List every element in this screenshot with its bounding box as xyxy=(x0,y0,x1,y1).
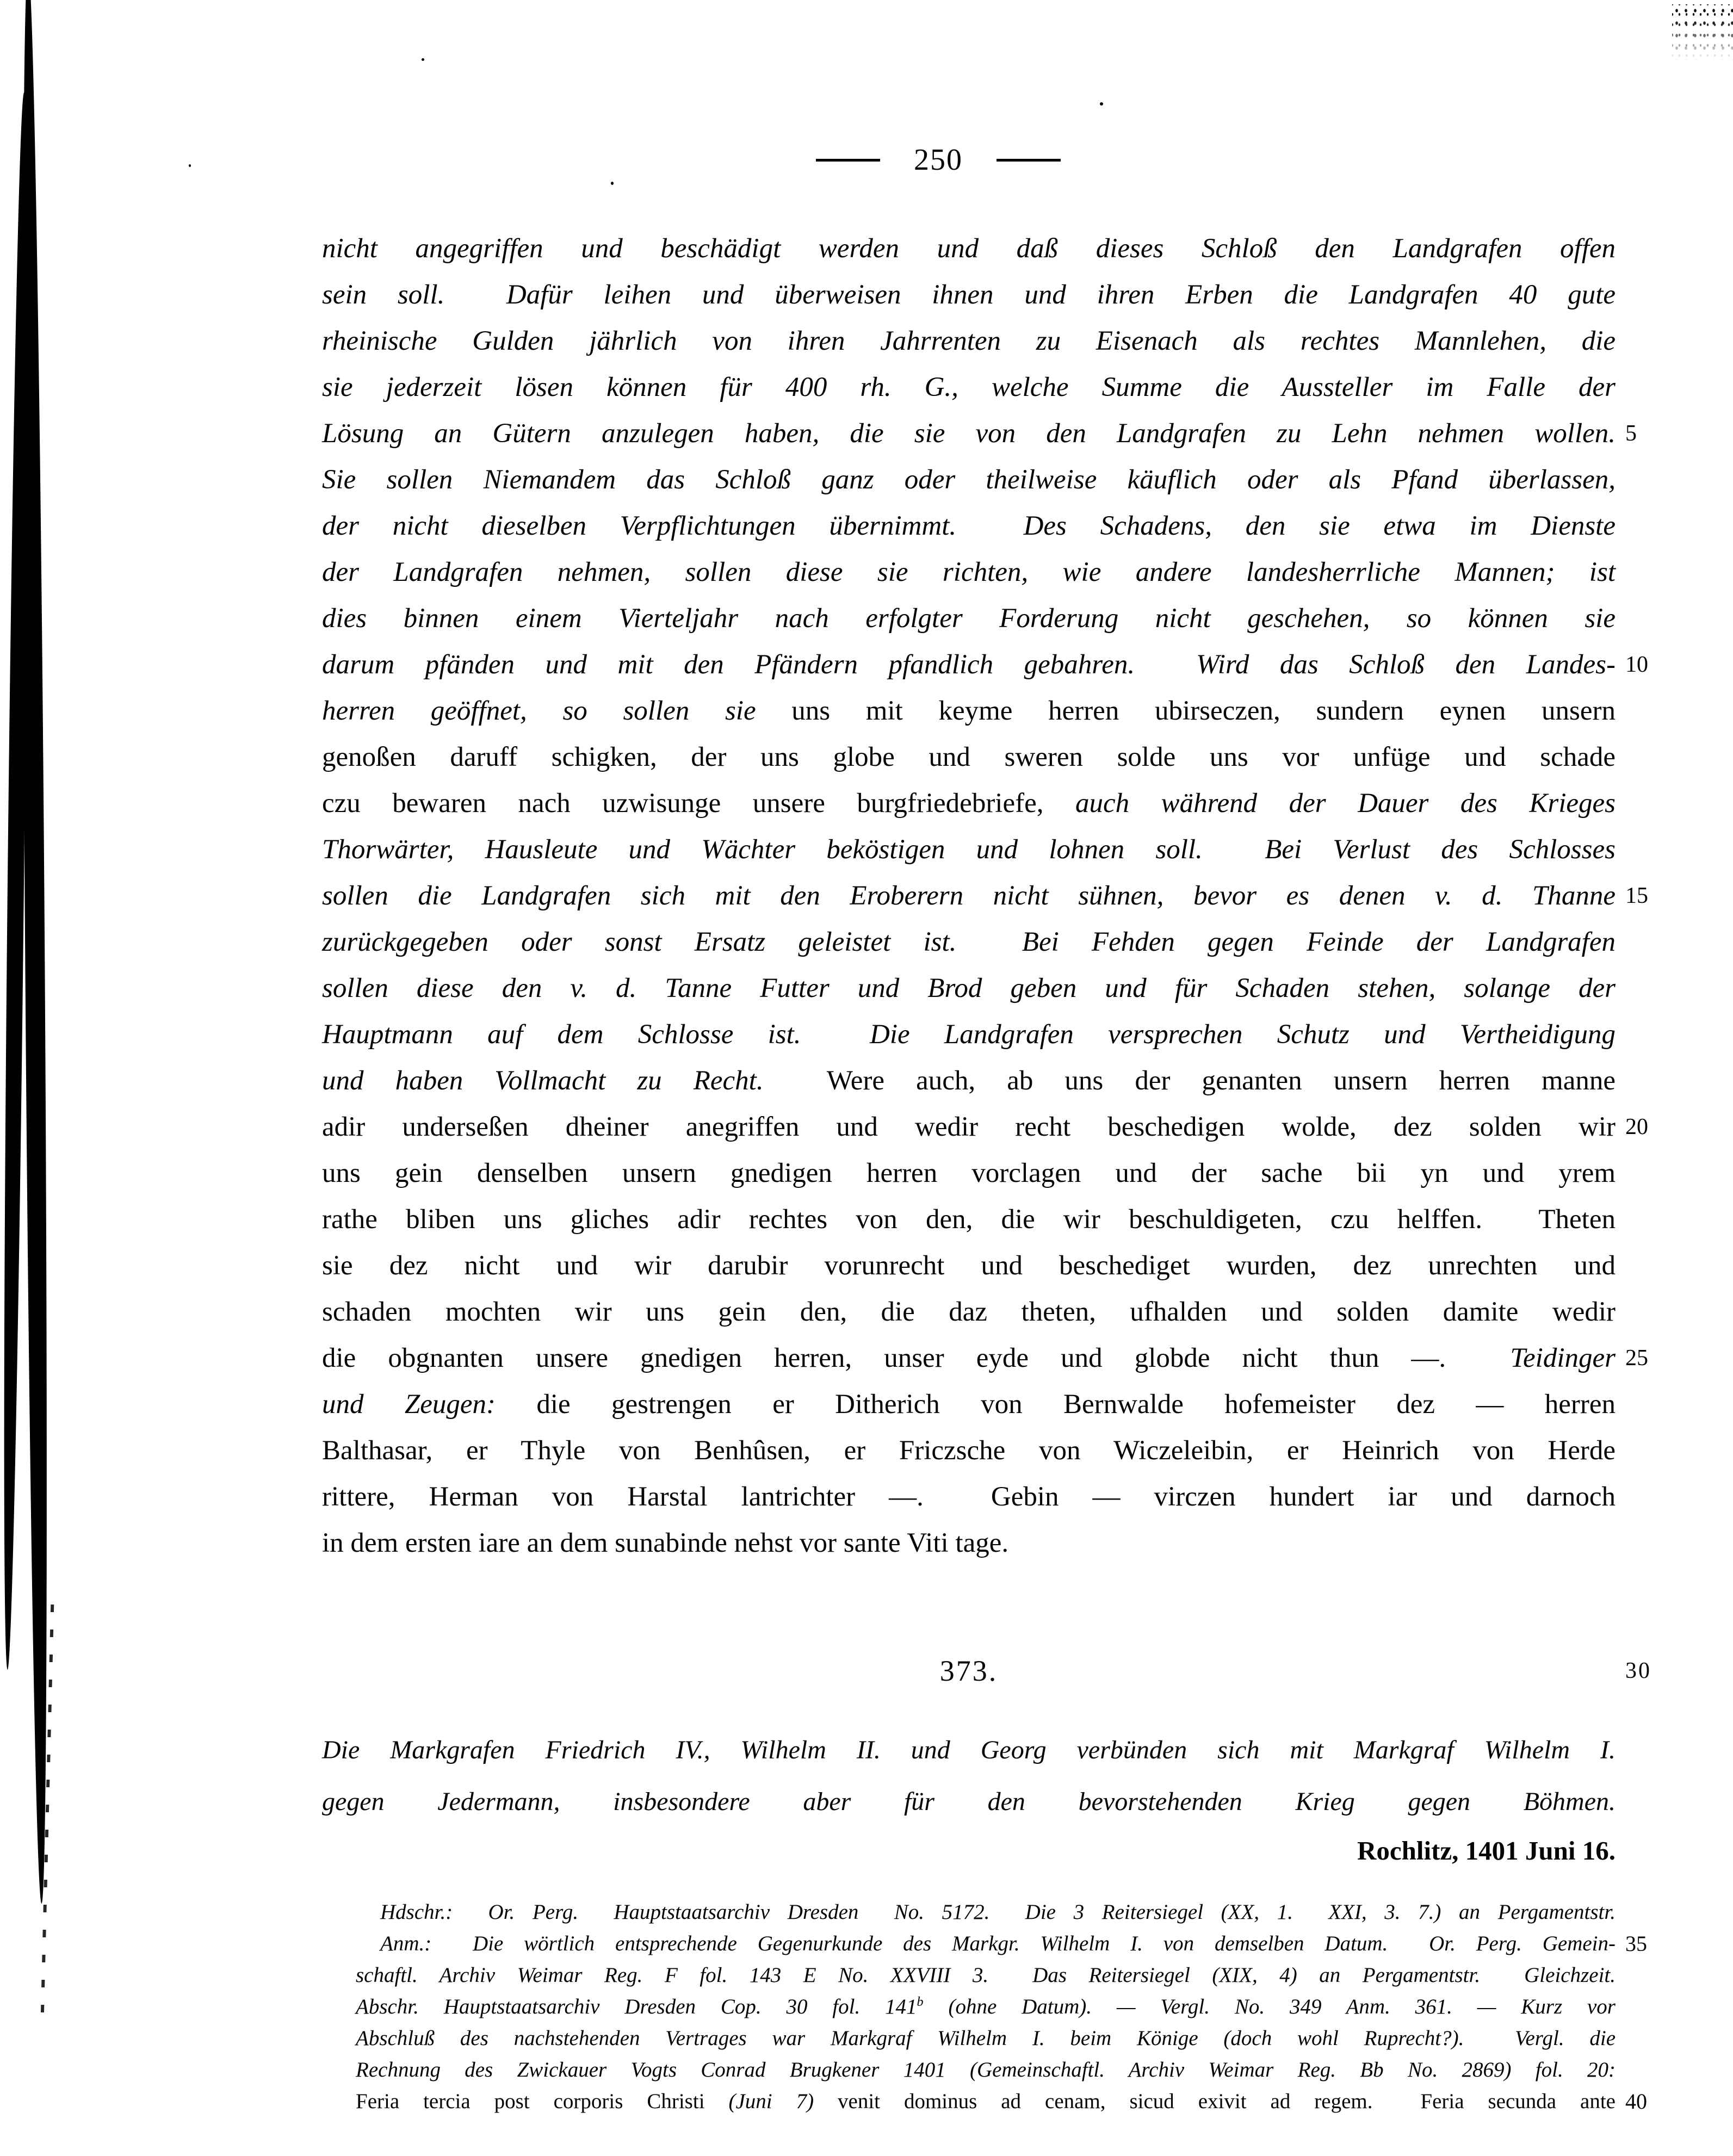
footnote-line xyxy=(322,1897,1616,1928)
entry-heading xyxy=(322,1648,1651,1694)
text-segment: der Landgrafen nehmen, sollen diese sie richten, wie andere landesherrliche Mannen; ist xyxy=(322,557,1616,587)
text-segment: zurückgegeben oder sonst Ersatz geleistet ist. Bei Fehden gegen Feinde der Landgrafen xyxy=(322,927,1616,957)
text-segment: sollen die Landgrafen sich mit den Eroberern nicht sühnen, bevor es denen v. d. Thanne xyxy=(322,881,1616,911)
text-segment: czu bewaren nach uzwisunge unsere burgfriedebriefe, xyxy=(322,788,1075,819)
text-segment: rittere, Herman von Harstal lantrichter —. Gebin — virczen hundert iar und darnoch xyxy=(322,1482,1616,1512)
text-segment: Anm.: Die wörtlich entsprechende Gegenurkunde des Markgr. Wilhelm I. von demselben Datum. Or. Perg. Gemein- xyxy=(380,1932,1616,1955)
body-text-line xyxy=(322,364,1616,411)
text-segment: die obgnanten unsere gnedigen herren, unser eyde und globde nicht thun —. xyxy=(322,1343,1511,1373)
scan-corner-noise xyxy=(1672,4,1733,63)
footnote-line xyxy=(322,1928,1647,1960)
body-text-line xyxy=(322,1012,1616,1058)
margin-line-number: 30 xyxy=(1625,1658,1651,1683)
body-text-line xyxy=(322,1335,1648,1381)
text-segment: (ohne Datum). — Vergl. No. 349 Anm. 361. — Kurz vor xyxy=(923,1995,1616,2018)
text-segment: sein soll. Dafür leihen und überweisen ihnen und ihren Erben die Landgrafen 40 gute xyxy=(322,280,1616,310)
text-segment: auch während der Dauer des Krieges xyxy=(1075,788,1616,819)
footnote-line xyxy=(322,2086,1647,2117)
text-segment: und haben Vollmacht zu Recht. xyxy=(322,1065,827,1096)
body-text-line xyxy=(322,642,1648,688)
entry-number: 373. xyxy=(939,1655,998,1687)
entry-date: Rochlitz, 1401 Juni 16. xyxy=(1357,1836,1616,1866)
body-text-line xyxy=(322,780,1616,827)
page-number: 250 xyxy=(914,143,963,177)
body-text-line xyxy=(322,827,1616,873)
text-segment: venit dominus ad cenam, sicud exivit ad regem. Feria secunda ante xyxy=(814,2090,1616,2113)
body-text-line xyxy=(322,1289,1616,1335)
text-segment: Thorwärter, Hausleute und Wächter beköstigen und lohnen soll. Bei Verlust des Schlosses xyxy=(322,834,1616,865)
body-text xyxy=(322,226,1648,1566)
text-column xyxy=(322,0,1651,2156)
text-segment: der nicht dieselben Verpflichtungen übernimmt. Des Schadens, den sie etwa im Dienste xyxy=(322,511,1616,541)
text-segment: gegen Jedermann, insbesondere aber für den bevorstehenden Krieg gegen Böhmen. xyxy=(322,1787,1616,1816)
footnote-line xyxy=(322,2023,1616,2054)
text-segment: nicht angegriffen und beschädigt werden und daß dieses Schloß den Landgrafen offen xyxy=(322,233,1616,264)
body-text-line xyxy=(322,873,1648,919)
body-text-line xyxy=(322,1243,1616,1289)
body-text-line xyxy=(322,318,1616,364)
text-segment: sie jederzeit lösen können für 400 rh. G., welche Summe die Aussteller im Falle der xyxy=(322,372,1616,402)
body-text-line xyxy=(322,1474,1616,1520)
body-text-line xyxy=(322,1150,1616,1197)
body-text-line xyxy=(322,549,1616,596)
summary-line xyxy=(322,1724,1616,1776)
text-segment: Hauptmann auf dem Schlosse ist. Die Landgrafen versprechen Schutz und Vertheidigung xyxy=(322,1019,1616,1050)
footnotes xyxy=(322,1897,1647,2117)
text-segment: Abschluß des nachstehenden Vertrages war Markgraf Wilhelm I. beim Könige (doch wohl Ruprecht?). Vergl. die xyxy=(356,2027,1616,2050)
body-text-line xyxy=(322,226,1616,272)
footnote-line xyxy=(322,2054,1616,2086)
text-segment: Teidinger xyxy=(1510,1343,1616,1373)
text-segment: uns gein denselben unsern gnedigen herren vorclagen und der sache bii yn und yrem xyxy=(322,1158,1616,1188)
text-segment: adir underseßen dheiner anegriffen und wedir recht beschedigen wolde, dez solden wir xyxy=(322,1112,1616,1142)
text-segment: dies binnen einem Vierteljahr nach erfolgter Forderung nicht geschehen, so können sie xyxy=(322,603,1616,634)
ink-speck xyxy=(189,164,191,167)
text-segment: rathe bliben uns gliches adir rechtes von den, die wir beschuldigeten, czu helffen. Theten xyxy=(322,1204,1616,1235)
text-segment: Die Markgrafen Friedrich IV., Wilhelm II. und Georg verbünden sich mit Markgraf Wilhelm I. xyxy=(322,1736,1616,1764)
text-segment: schaden mochten wir uns gein den, die daz theten, ufhalden und solden damite wedir xyxy=(322,1297,1616,1327)
body-text-line xyxy=(322,1104,1648,1150)
body-text-line xyxy=(322,596,1616,642)
text-segment: schaftl. Archiv Weimar Reg. F fol. 143 E No. XXVIII 3. Das Reitersiegel (XIX, 4) an Pergamentstr. Gleichzeit. xyxy=(356,1963,1616,1987)
text-segment: sollen diese den v. d. Tanne Futter und Brod geben und für Schaden stehen, solange der xyxy=(322,973,1616,1003)
margin-line-number: 15 xyxy=(1625,883,1648,908)
body-text-line xyxy=(322,1381,1616,1428)
text-segment: Hdschr.: Or. Perg. Hauptstaatsarchiv Dresden No. 5172. Die 3 Reitersiegel (XX, 1. XXI, 3. 7.) an Pergamentstr. xyxy=(380,1900,1616,1924)
text-segment: sie dez nicht und wir darubir vorunrecht und beschediget wurden, dez unrechten und xyxy=(322,1250,1616,1281)
margin-line-number: 10 xyxy=(1625,652,1648,677)
text-segment: Abschr. Hauptstaatsarchiv Dresden Cop. 30 fol. 141 xyxy=(356,1995,917,2018)
body-text-line xyxy=(322,1197,1616,1243)
text-segment: (Juni 7) xyxy=(728,2090,814,2113)
margin-line-number: 40 xyxy=(1625,2089,1647,2114)
margin-line-number: 25 xyxy=(1625,1346,1648,1371)
text-segment: Sie sollen Niemandem das Schloß ganz oder theilweise käuflich oder als Pfand überlassen, xyxy=(322,464,1616,495)
body-text-line xyxy=(322,965,1616,1012)
body-text-line xyxy=(322,503,1616,549)
body-text-line xyxy=(322,688,1616,734)
text-segment: uns mit keyme herren ubirseczen, sundern eynen unsern xyxy=(791,696,1616,726)
text-segment: in dem ersten iare an dem sunabinde nehst vor sante Viti tage. xyxy=(322,1528,1009,1558)
body-text-line xyxy=(322,1058,1616,1104)
margin-line-number: 5 xyxy=(1625,421,1637,446)
text-segment: Were auch, ab uns der genanten unsern herren manne xyxy=(826,1065,1616,1096)
text-segment: darum pfänden und mit den Pfändern pfandlich gebahren. Wird das Schloß den Landes- xyxy=(322,649,1616,680)
text-segment: Rechnung des Zwickauer Vogts Conrad Brugkener 1401 (Gemeinschaftl. Archiv Weimar Reg. Bb No. 2869) fol. 20: xyxy=(356,2058,1616,2081)
summary-line xyxy=(322,1776,1616,1827)
text-segment: rheinische Gulden jährlich von ihren Jahrrenten zu Eisenach als rechtes Mannlehen, die xyxy=(322,326,1616,356)
text-segment: genoßen daruff schigken, der uns globe und sweren solde uns vor unfüge und schade xyxy=(322,742,1616,772)
text-segment: b xyxy=(917,1994,924,2009)
text-segment: die gestrengen er Ditherich von Bernwalde hofemeister dez — herren xyxy=(536,1389,1616,1420)
body-text-line xyxy=(322,919,1616,965)
body-text-line xyxy=(322,1428,1616,1474)
body-text-line xyxy=(322,272,1616,318)
body-text-line xyxy=(322,411,1637,457)
text-segment: Feria tercia post corporis Christi xyxy=(356,2090,729,2113)
text-segment: herren geöffnet, so sollen sie xyxy=(322,696,792,726)
body-text-line xyxy=(322,734,1616,780)
text-segment: Balthasar, er Thyle von Benhûsen, er Friczsche von Wiczeleibin, er Heinrich von Herde xyxy=(322,1435,1616,1466)
text-segment: Lösung an Gütern anzulegen haben, die sie von den Landgrafen zu Lehn nehmen wollen. xyxy=(322,418,1616,449)
margin-line-number: 35 xyxy=(1625,1931,1647,1956)
footnote-line xyxy=(322,1991,1616,2023)
entry-summary xyxy=(322,1724,1616,1827)
text-segment: und Zeugen: xyxy=(322,1389,537,1420)
body-text-line xyxy=(322,1520,1616,1566)
body-text-line xyxy=(322,457,1616,503)
footnote-line xyxy=(322,1960,1616,1991)
margin-line-number: 20 xyxy=(1625,1114,1648,1139)
